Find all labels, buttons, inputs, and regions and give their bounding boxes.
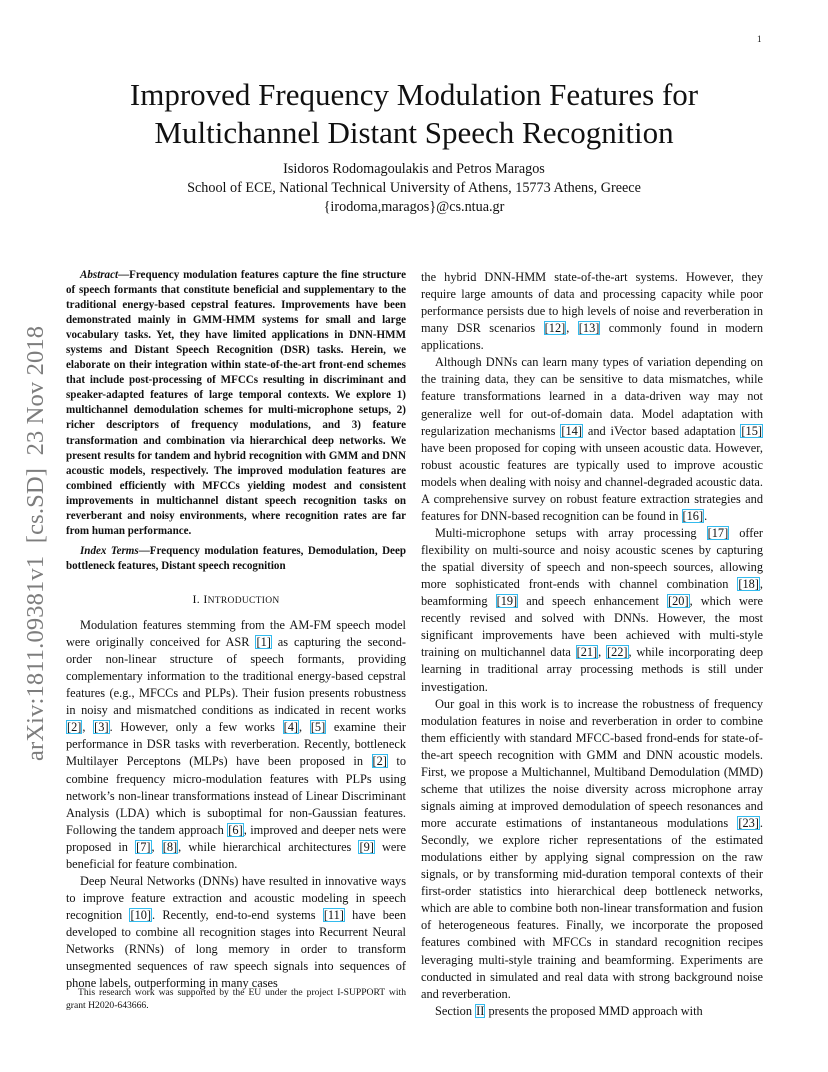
abstract bbox=[66, 268, 406, 539]
citation-link[interactable]: [1] bbox=[256, 635, 271, 649]
left-body bbox=[66, 617, 406, 992]
abstract-label: Abstract bbox=[80, 269, 119, 281]
footnote: This research work was supported by the EU under the project I-SUPPORT with grant H2020-643666. bbox=[66, 987, 406, 1011]
citation-link[interactable]: [4] bbox=[283, 720, 299, 735]
citation-link[interactable]: [7] bbox=[136, 839, 151, 854]
citation-link[interactable]: [16] bbox=[682, 508, 704, 523]
citation-link[interactable]: [23] bbox=[738, 816, 759, 830]
paragraph: Deep Neural Networks (DNNs) have resulted in innovative ways to improve feature extraction and acoustic modeling in speech recognition [10]. Recently, end-to-end systems [11] have been developed to combine all recognition stages into Recurrent Neural Networks (RNNs) of long memory in order to transform unsegmented sequences of raw speech signals into sequences of phone labels, outperforming in many cases bbox=[66, 873, 406, 991]
citation-link[interactable]: [6] bbox=[228, 822, 243, 837]
citation-link[interactable]: [13] bbox=[578, 321, 600, 336]
affiliation: School of ECE, National Technical University of Athens, 15773 Athens, Greece bbox=[187, 180, 641, 196]
title-line-2: Multichannel Distant Speech Recognition bbox=[154, 115, 674, 150]
right-body bbox=[421, 269, 763, 1020]
citation-link[interactable]: [2] bbox=[372, 754, 387, 769]
citation-link[interactable]: [3] bbox=[94, 720, 109, 735]
right-column bbox=[421, 269, 763, 1020]
citation-link[interactable]: [22] bbox=[606, 645, 628, 660]
paragraph: Modulation features stemming from the AM-FM speech model were originally conceived for ASR [1] as capturing the second-order non-linear structure of speech formants, providing complementary information to the traditional energy-based cepstral features (e.g., MFCCs and PLPs). Their fusion presents robustness in noisy and mismatched conditions as indicated in recent works [2], [3]. However, only a few works [4], [5] examine their performance in DSR tasks with reverberation. Recently, bottleneck Multilayer Perceptons (MLPs) have been proposed in [2] to combine frequency micro-modulation features with PLPs using network’s non-linear transformations instead of Linear Discriminant Analysis (LDA) which is suboptimal for non-Gaussian features. Following the tandem approach [6], improved and deeper nets were proposed in [7], [8], while hierarchical architectures [9] were beneficial for feature combination. bbox=[66, 617, 407, 871]
index-terms-label: Index Terms bbox=[80, 544, 139, 557]
title-line-1: Improved Frequency Modulation Features for bbox=[129, 77, 699, 112]
section-heading: I. INTRODUCTION bbox=[192, 591, 280, 606]
citation-link[interactable]: [2] bbox=[67, 720, 82, 735]
citation-link[interactable]: II bbox=[476, 1003, 485, 1018]
citation-link[interactable]: [20] bbox=[668, 594, 689, 609]
left-column bbox=[66, 268, 406, 992]
paper-title bbox=[80, 76, 748, 152]
paragraph: Our goal in this work is to increase the robustness of frequency modulation features in noise and reverberation in order to combine them efficiently with standard MFCC-based frond-ends for state-of-the-art speech recognition with GMM and DNN acoustic models. First, we propose a Multichannel, Multiband Demodulation (MMD) scheme that utilizes the noise diversity across microphone array signals aiming at improved demodulation of speech resonances and more accurate estimations of instantaneous modulations [23]. Secondly, we explore richer representations of the estimated modulations either by applying signal compression on the raw signals, or by transforming mid-duration temporal contexts of their first-order statistics into hierarchical deep bottleneck networks, which are able to combine both non-linear transformation and fusion of heterogeneous features. Finally, we incorporate the proposed features combined with MFCCs in standard recognition recipes leveraging multi-style training and beamforming. Experiments are conducted in simulated and real data with strong background noise and reverberation. bbox=[421, 696, 763, 1001]
citation-link[interactable]: [12] bbox=[544, 321, 566, 336]
index-terms bbox=[66, 544, 406, 574]
abstract-text: —Frequency modulation features capture the fine structure of speech formants that constitute beneficial and supplementary to the traditional energy-based cepstral features. Improvements have been demonstrated mainly in GMM-HMM systems for small and large vocabulary tasks. Yet, they have limited applications in DNN-HMM systems and Distant Speech Recognition (DSR) tasks. Herein, we elaborate on their integration within state-of-the-art front-end schemes that include post-processing of MFCCs resulting in discriminant and speaker-adapted features of large temporal contexts. We explore 1) multichannel demodulation schemes for multi-microphone setups, 2) richer descriptors of frequency modulations, and 3) feature transformation and combination via hierarchical deep networks. We present results for tandem and hybrid recognition with GMM and DNN acoustic models, respectively. The improved modulation features are combined efficiently with MFCCs yielding modest and consistent improvements in multichannel distant speech recognition tasks on reverberant and noisy environments, where recognition rates are far from human performance. bbox=[66, 269, 406, 537]
citation-link[interactable]: [11] bbox=[323, 908, 344, 922]
citation-link[interactable]: [10] bbox=[130, 908, 152, 922]
citation-link[interactable]: [17] bbox=[707, 525, 729, 540]
citation-link[interactable]: [18] bbox=[738, 577, 759, 592]
paragraph: the hybrid DNN-HMM state-of-the-art systems. However, they require large amounts of data and processing capacity while poor performance persists due to high levels of noise and reverberation in many DSR scenarios [12], [13] commonly found in modern applications. bbox=[421, 270, 764, 353]
arxiv-id: arXiv:1811.09381v1 [cs.SD] 23 Nov 2018 bbox=[22, 325, 49, 761]
index-terms-text: —Frequency modulation features, Demodulation, Deep bottleneck features, Distant speech recognition bbox=[66, 544, 406, 572]
paragraph: Section II presents the proposed MMD approach with bbox=[435, 1003, 703, 1018]
citation-link[interactable]: [5] bbox=[310, 720, 326, 735]
paragraph: Multi-microphone setups with array processing [17] offer flexibility on multi-source and noisy acoustic scenes by capturing the spatial diversity of speech and non-speech sources, allowing more sophisticated front-ends with channel combination [18], beamforming [19] and speech enhancement [20], which were recently revised and solved with DNNs. However, the most significant improvements have been achieved with multi-style training on multichannel data [21], [22], while incorporating deep learning in traditional array processing methods is still under investigation. bbox=[421, 525, 763, 694]
citation-link[interactable]: [19] bbox=[496, 594, 518, 609]
citation-link[interactable]: [15] bbox=[741, 423, 762, 438]
citation-link[interactable]: [8] bbox=[162, 839, 178, 854]
citation-link[interactable]: [21] bbox=[576, 645, 598, 660]
paragraph: Although DNNs can learn many types of variation depending on the training data, they can be sensitive to data mismatches, while feature transformations learned in a data-driven way may not generalize well for out-of-domain data. Model adaptation with regularization mechanisms [14] and iVector based adaptation [15] have been proposed for coping with unseen acoustic data. However, robust acoustic features are typically used to improve acoustic models when dealing with noisy and channel-degraded acoustic data. A comprehensive survey on robust feature extraction strategies and features for DNN-based recognition can be found in [16]. bbox=[421, 355, 763, 523]
citation-link[interactable]: [9] bbox=[359, 839, 374, 854]
page-number: 1 bbox=[757, 34, 762, 44]
author-block bbox=[80, 160, 748, 217]
citation-link[interactable]: [14] bbox=[561, 423, 582, 438]
arxiv-stamp bbox=[19, 283, 53, 761]
email: {irodoma,maragos}@cs.ntua.gr bbox=[323, 199, 505, 215]
authors: Isidoros Rodomagoulakis and Petros Maragos bbox=[283, 161, 545, 177]
